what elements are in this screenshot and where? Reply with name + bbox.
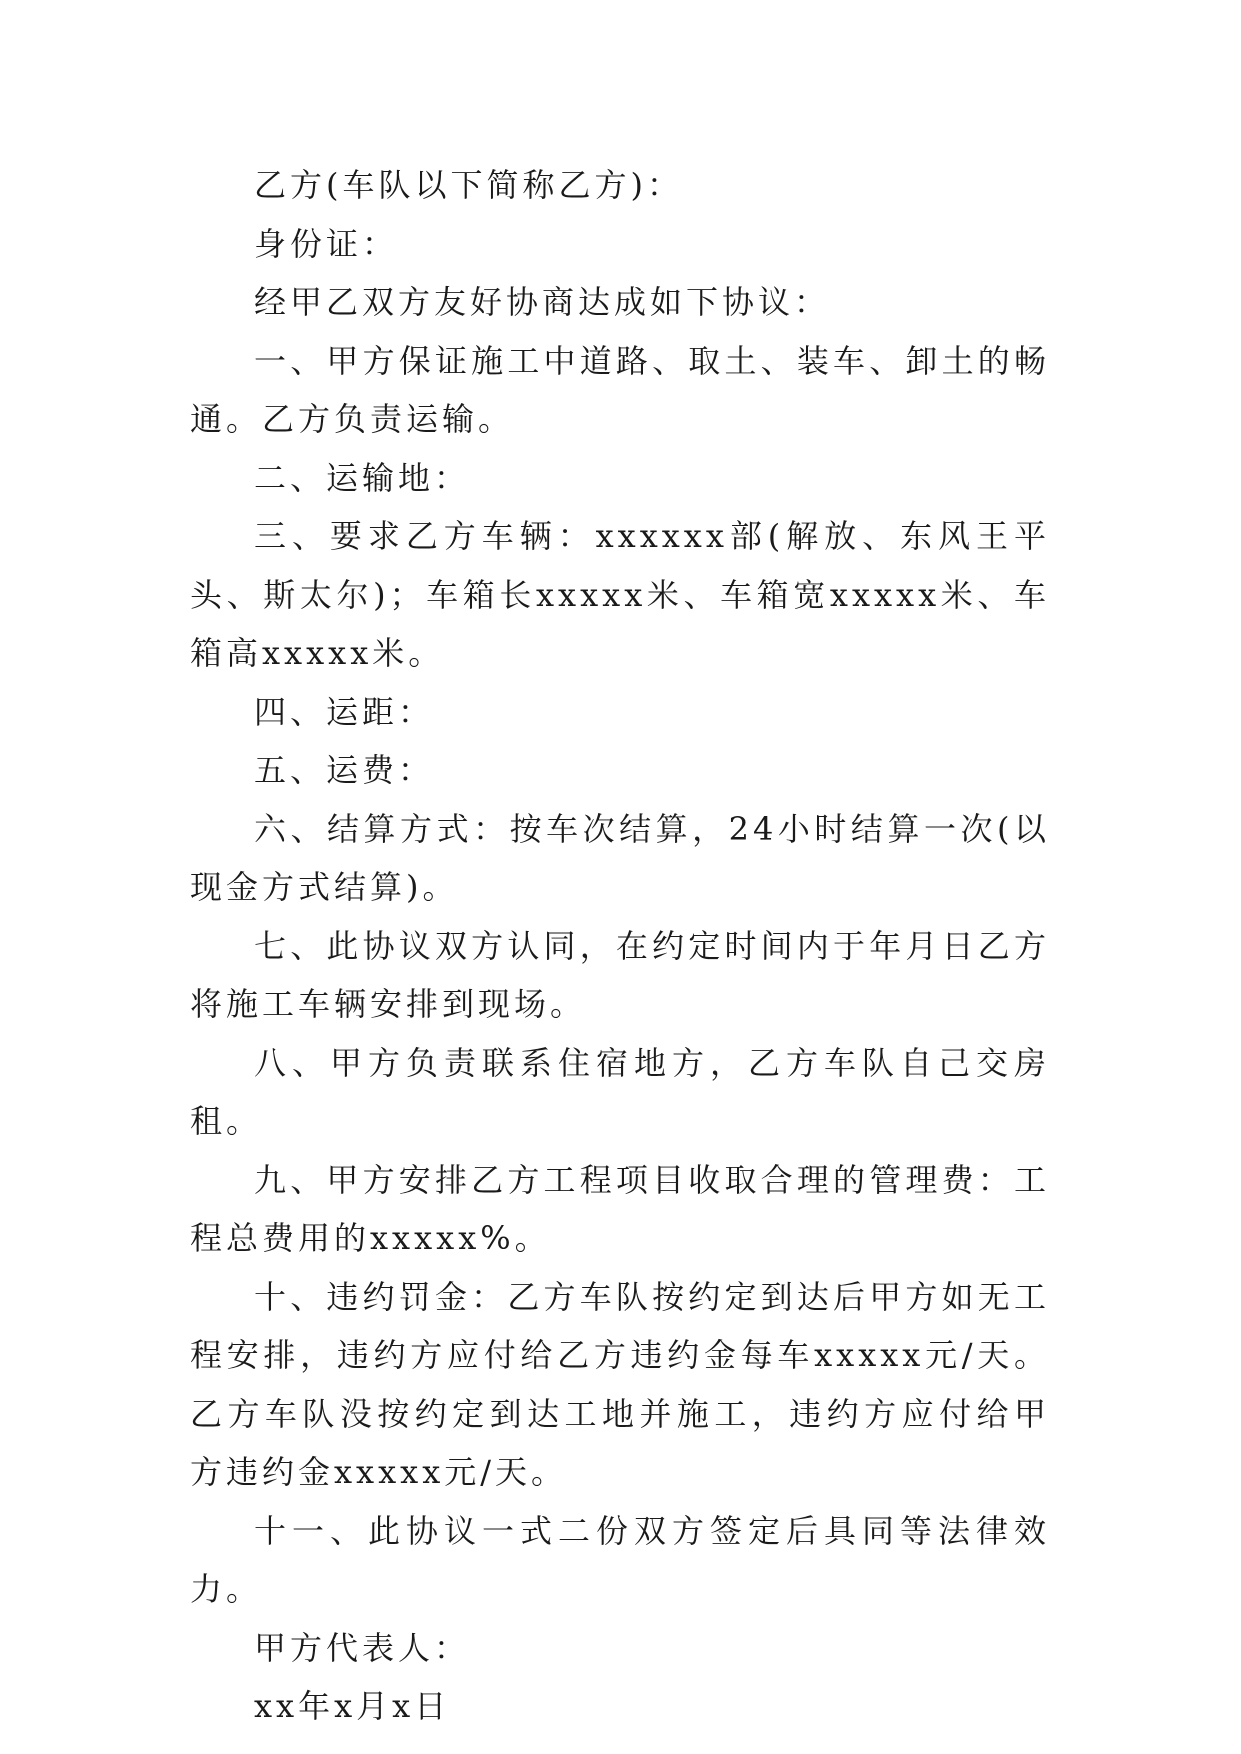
clause-8: 八、甲方负责联系住宿地方，乙方车队自己交房租。 [190, 1043, 1050, 1140]
clause-7: 七、此协议双方认同，在约定时间内于年月日乙方将施工车辆安排到现场。 [190, 926, 1050, 1023]
agreement-intro: 经甲乙双方友好协商达成如下协议： [254, 283, 831, 321]
clause-10: 十、违约罚金：乙方车队按约定到达后甲方如无工程安排，违约方应付给乙方违约金每车xxxxx元/天。乙方车队没按约定到达工地并施工，违约方应付给甲方违约金xxxxx元/天。 [190, 1277, 1050, 1491]
party-b-line: 乙方(车队以下简称乙方)： [254, 166, 683, 204]
clause-2: 二、运输地： [254, 458, 471, 497]
clause-3: 三、要求乙方车辆：xxxxxx部(解放、东风王平头、斯太尔)；车箱长xxxxx米、车箱宽xxxxx米、车箱高xxxxx米。 [190, 517, 1050, 672]
id-card-line: 身份证： [254, 224, 399, 263]
party-a-representative: 甲方代表人： [254, 1628, 471, 1667]
clause-6: 六、结算方式：按车次结算，24小时结算一次(以现金方式结算)。 [190, 809, 1050, 906]
clause-11: 十一、此协议一式二份双方签定后具同等法律效力。 [190, 1511, 1050, 1608]
clause-5: 五、运费： [254, 751, 435, 789]
document-body [190, 156, 1050, 1736]
date-line: xx年x月x日 [254, 1687, 451, 1725]
clause-9: 九、甲方安排乙方工程项目收取合理的管理费：工程总费用的xxxxx%。 [190, 1160, 1050, 1257]
clause-4: 四、运距： [254, 692, 435, 731]
clause-1: 一、甲方保证施工中道路、取土、装车、卸土的畅通。乙方负责运输。 [190, 341, 1050, 438]
